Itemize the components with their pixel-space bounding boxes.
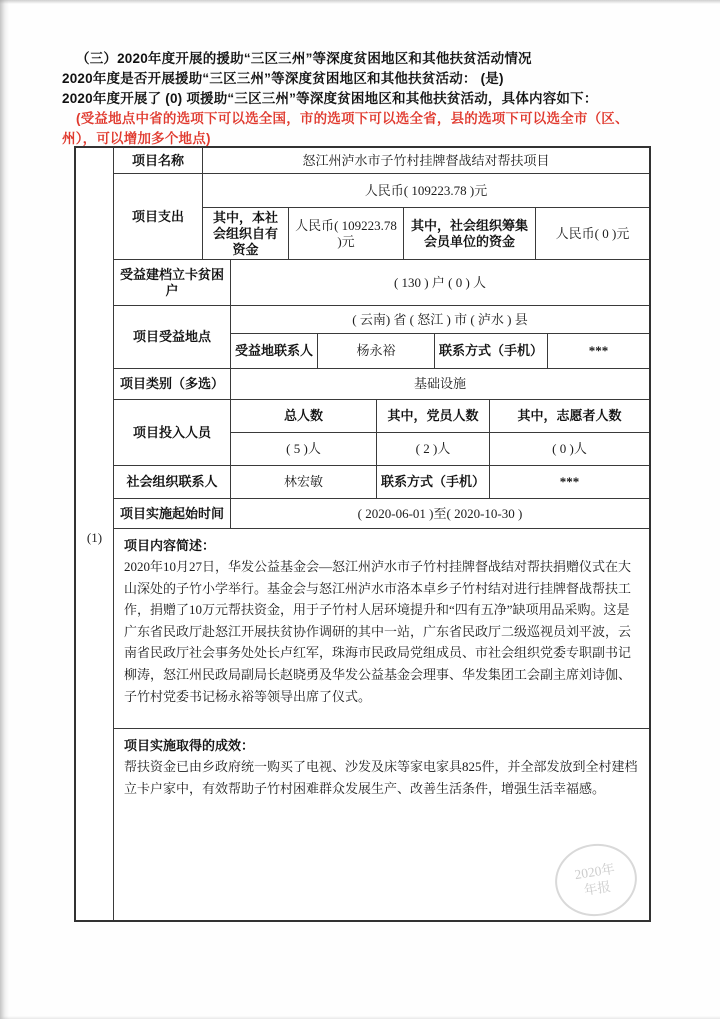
location-contact-subrow bbox=[231, 334, 649, 368]
section-header bbox=[62, 49, 662, 149]
location-value-subrow bbox=[231, 306, 649, 334]
row-project-name bbox=[114, 148, 649, 174]
benefit-location-value: ( 云南) 省 ( 怒江 ) 市 ( 泸水 ) 县 bbox=[352, 311, 528, 327]
expense-detail-stack bbox=[203, 174, 649, 259]
scan-edge-top bbox=[0, 0, 720, 4]
row-project-expense bbox=[114, 174, 649, 260]
staff-volunteer-value: ( 0 )人 bbox=[552, 441, 587, 456]
org-contact-method-label: 联系方式（手机） bbox=[377, 466, 490, 498]
expense-breakdown-subrow bbox=[203, 208, 649, 259]
row-project-category bbox=[114, 369, 649, 400]
staff-volunteer-label: 其中，志愿者人数 bbox=[517, 408, 622, 423]
staff-party-value: ( 2 )人 bbox=[377, 433, 490, 465]
location-contact-method-label: 联系方式（手机） bbox=[435, 334, 548, 368]
project-period-label: 项目实施起始时间 bbox=[114, 499, 231, 528]
watermark-report-text: 年报 bbox=[582, 878, 612, 898]
header-line-activity-count: 2020年度开展了 (0) 项援助“三区三州”等深度贫困地区和其他扶贫活动，具体内容如下： bbox=[62, 91, 598, 106]
row-project-period bbox=[114, 499, 649, 529]
project-index-label: (1) bbox=[86, 530, 103, 545]
row-org-contact bbox=[114, 466, 649, 499]
project-description-title: 项目内容简述： bbox=[124, 538, 216, 553]
beneficiary-households-value: ( 130 ) 户 ( 0 ) 人 bbox=[393, 274, 487, 290]
watermark-year-text: 2020年 bbox=[573, 861, 616, 883]
staff-values-subrow bbox=[231, 433, 649, 465]
beneficiary-households-label: 受益建档立卡贫困户 bbox=[114, 260, 231, 305]
row-project-staff bbox=[114, 400, 649, 466]
row-benefit-location bbox=[114, 306, 649, 369]
project-description-text: 2020年10月27日，华发公益基金会—怒江州泸水市子竹村挂牌督战结对帮扶捐赠仪式在大山深处的子竹小学举行。基金会与怒江州泸水市洛本卓乡子竹村结对进行挂牌督战帮扶工作，捐赠了10万元帮扶资金，用于子竹村人居环境提升和“四有五净”缺项用品采购。这是广东省民政厅赴怒江开展扶贫协作调研的其中一站，广东省民政厅二级巡视员刘平波，云南省民政厅社会事务处处长卢红军，珠海市民政局党组成员、市社会组织党委专职副书记柳涛，怒江州民政局副局长赵晓勇及华发公益基金会理事、华发集团工会副主席刘诗伽、子竹村党委书记杨永裕等领导出席了仪式。 bbox=[124, 559, 632, 704]
row-project-description bbox=[114, 529, 649, 729]
project-description-cell bbox=[114, 529, 649, 728]
location-contact-phone: *** bbox=[588, 343, 609, 358]
project-report-table bbox=[74, 146, 651, 922]
project-results-title: 项目实施取得的成效： bbox=[124, 738, 255, 753]
expense-total-subrow bbox=[203, 174, 649, 208]
expense-member-funds-value: 人民币( 0 )元 bbox=[555, 225, 630, 241]
org-contact-phone: *** bbox=[559, 474, 580, 489]
row-beneficiary-households bbox=[114, 260, 649, 306]
org-contact-name: 林宏敏 bbox=[231, 466, 377, 498]
project-results-text: 帮扶资金已由乡政府统一购买了电视、沙发及床等家电家具825件，并全部发放到全村建档立卡户家中，有效帮助子竹村困难群众发展生产、改善生活条件，增强生活幸福感。 bbox=[124, 759, 638, 796]
location-detail-stack bbox=[231, 306, 649, 368]
expense-own-funds-value: 人民币( 109223.78 )元 bbox=[289, 208, 404, 259]
red-instruction-note: (受益地点中省的选项下可以选全国，市的选项下可以选全省，县的选项下可以选全市（区、州），可以增加多个地点) bbox=[62, 111, 629, 146]
project-name-label: 项目名称 bbox=[114, 148, 203, 173]
project-staff-label: 项目投入人员 bbox=[114, 400, 231, 465]
section-heading: （三）2020年度开展的援助“三区三州”等深度贫困地区和其他扶贫活动情况 bbox=[76, 51, 532, 66]
scan-edge-left bbox=[0, 0, 9, 1019]
staff-header-subrow bbox=[231, 400, 649, 433]
project-period-value: ( 2020-06-01 )至( 2020-10-30 ) bbox=[357, 505, 523, 521]
expense-total-value: 人民币( 109223.78 )元 bbox=[364, 182, 488, 198]
staff-party-label: 其中，党员人数 bbox=[377, 400, 490, 432]
staff-detail-stack bbox=[231, 400, 649, 465]
staff-total-value: ( 5 )人 bbox=[231, 433, 377, 465]
expense-member-funds-label: 其中，社会组织筹集会员单位的资金 bbox=[404, 208, 536, 259]
staff-total-label: 总人数 bbox=[231, 400, 377, 432]
location-contact-name: 杨永裕 bbox=[318, 334, 435, 368]
location-contact-label: 受益地联系人 bbox=[231, 334, 318, 368]
index-column bbox=[76, 148, 114, 920]
org-contact-label: 社会组织联系人 bbox=[114, 466, 231, 498]
table-main-column bbox=[114, 148, 649, 920]
project-expense-label: 项目支出 bbox=[114, 174, 203, 259]
project-name-value: 怒江州泸水市子竹村挂牌督战结对帮扶项目 bbox=[302, 152, 550, 168]
project-category-value: 基础设施 bbox=[413, 376, 466, 391]
header-line-activity-question: 2020年度是否开展援助“三区三州”等深度贫困地区和其他扶贫活动： (是) bbox=[62, 71, 504, 86]
expense-own-funds-label: 其中，本社会组织自有资金 bbox=[203, 208, 289, 259]
project-category-label: 项目类别（多选） bbox=[114, 369, 231, 399]
benefit-location-label: 项目受益地点 bbox=[114, 306, 231, 368]
